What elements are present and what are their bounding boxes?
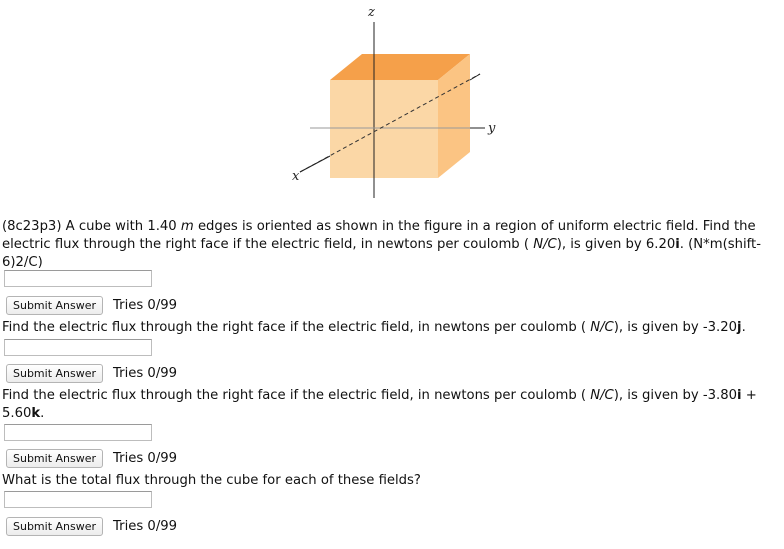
submit-answer-button-1[interactable]: Submit Answer (6, 296, 103, 315)
tries-counter-1: Tries 0/99 (113, 297, 178, 313)
tries-counter-4: Tries 0/99 (113, 518, 178, 534)
cube-figure (270, 0, 510, 205)
x-axis-solid (300, 156, 330, 172)
axis-label-y: y (488, 121, 496, 136)
submit-row-2 (6, 363, 177, 383)
submit-row-4 (6, 516, 177, 536)
axis-label-z: z (368, 5, 375, 20)
question-1-text: (8c23p3) A cube with 1.40 m edges is oriented as shown in the figure in a region of uniform electric field. Find the electric flux through the right face if the electric field, in newtons per coulomb ( N/C), is given by 6.20i. (N*m(shift-6)2/C) (2, 219, 761, 270)
axis-label-x: x (292, 169, 300, 184)
answer-input-4[interactable] (4, 491, 152, 508)
cube-front-face (330, 80, 438, 178)
answer-input-1[interactable] (4, 270, 152, 287)
x-axis-solid-end (470, 74, 480, 80)
submit-answer-button-4[interactable]: Submit Answer (6, 517, 103, 536)
question-2-text: Find the electric flux through the right face if the electric field, in newtons per coulomb ( N/C), is given by -3.20j. (2, 320, 746, 335)
tries-counter-2: Tries 0/99 (113, 365, 178, 381)
submit-row-1 (6, 295, 177, 315)
submit-row-3 (6, 448, 177, 468)
tries-counter-3: Tries 0/99 (113, 450, 178, 466)
question-4-text: What is the total flux through the cube for each of these fields? (2, 473, 421, 488)
submit-answer-button-2[interactable]: Submit Answer (6, 364, 103, 383)
answer-input-2[interactable] (4, 339, 152, 356)
submit-answer-button-3[interactable]: Submit Answer (6, 449, 103, 468)
question-3-text: Find the electric flux through the right face if the electric field, in newtons per coulomb ( N/C), is given by -3.80i + 5.60k. (2, 388, 757, 421)
answer-input-3[interactable] (4, 424, 152, 441)
